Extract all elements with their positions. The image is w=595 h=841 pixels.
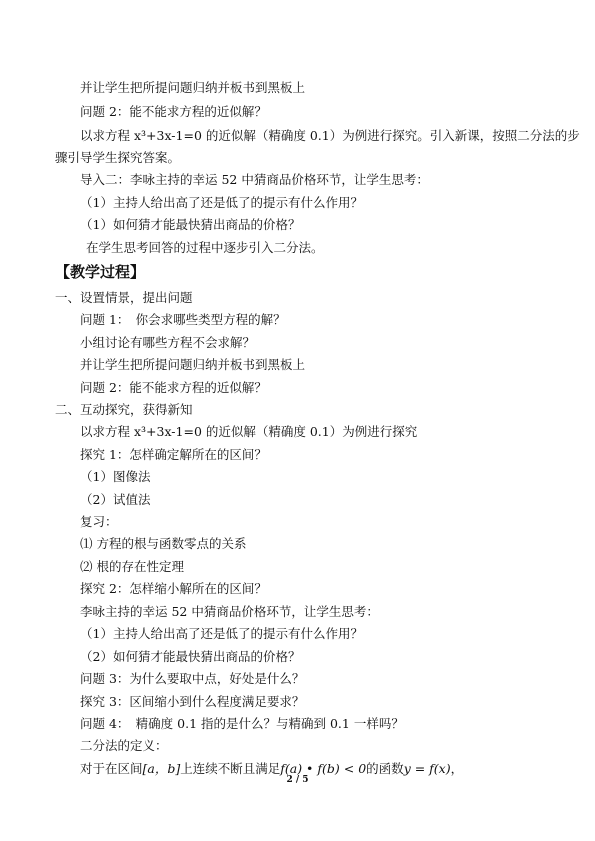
text-line: （1）主持人给出高了还是低了的提示有什么作用？: [80, 195, 363, 210]
text-line: ⑴ 方程的根与函数零点的关系: [80, 536, 247, 551]
text-line: ⑵ 根的存在性定理: [80, 559, 184, 574]
text-line: 问题 4： 精确度 0.1 指的是什么？与精确到 0.1 一样吗？: [80, 716, 404, 731]
text-line: 小组讨论有哪些方程不会求解？: [80, 335, 256, 350]
text-line: 探究 1：怎样确定解所在的区间？: [80, 447, 267, 462]
text-line: 问题 1： 你会求哪些类型方程的解？: [80, 312, 286, 327]
text-line: 问题 2：能不能求方程的近似解？: [80, 380, 267, 395]
text-line: 并让学生把所提问题归纳并板书到黑板上: [80, 357, 306, 372]
section-title: 一、设置情景，提出问题: [55, 290, 193, 305]
text-line: 二分法的定义：: [80, 738, 168, 753]
text-line: 问题 2：能不能求方程的近似解？: [80, 104, 267, 119]
function-formula: y = f(x): [403, 761, 451, 776]
text-line: （1）图像法: [80, 469, 151, 484]
definition-text: 对于在区间: [80, 761, 143, 776]
text-line: 在学生思考回答的过程中逐步引入二分法。: [86, 240, 324, 255]
text-line: 问题 3：为什么要取中点，好处是什么？: [80, 671, 305, 686]
section-title: 二、互动探究，获得新知: [55, 402, 193, 417]
definition-text: 的函数: [366, 761, 404, 776]
text-line: 探究 3：区间缩小到什么程度满足要求？: [80, 694, 305, 709]
page-number: 2 / 5: [286, 775, 309, 785]
text-line: （1）主持人给出高了还是低了的提示有什么作用？: [80, 626, 363, 641]
text-line: 以求方程 x³+3x-1=0 的近似解（精确度 0.1）为例进行探究: [80, 424, 418, 439]
text-line: （2）如何猜才能最快猜出商品的价格？: [80, 649, 301, 664]
text-line: 并让学生把所提问题归纳并板书到黑板上: [80, 80, 306, 95]
definition-text: ，: [450, 761, 464, 776]
text-line: 以求方程 x³+3x-1=0 的近似解（精确度 0.1）为例进行探究。引入新课，按照二分法的步: [80, 128, 580, 143]
text-line: 李咏主持的幸运 52 中猜商品价格环节，让学生思考：: [80, 604, 379, 619]
text-line: 复习：: [80, 514, 118, 529]
text-line: （2）试值法: [80, 492, 151, 507]
section-heading: 【教学过程】: [55, 263, 146, 281]
text-line: （1）如何猜才能最快猜出商品的价格？: [80, 217, 301, 232]
text-line: 导入二：李咏主持的幸运 52 中猜商品价格环节，让学生思考：: [80, 172, 429, 187]
text-line: 探究 2：怎样缩小解所在的区间？: [80, 581, 267, 596]
condition-formula: f(a) • f(b) < 0: [280, 761, 367, 776]
interval-formula: [a，b]: [142, 761, 181, 776]
text-line: 骤引导学生探究答案。: [55, 150, 181, 165]
definition-text: 上连续不断且满足: [180, 761, 281, 776]
